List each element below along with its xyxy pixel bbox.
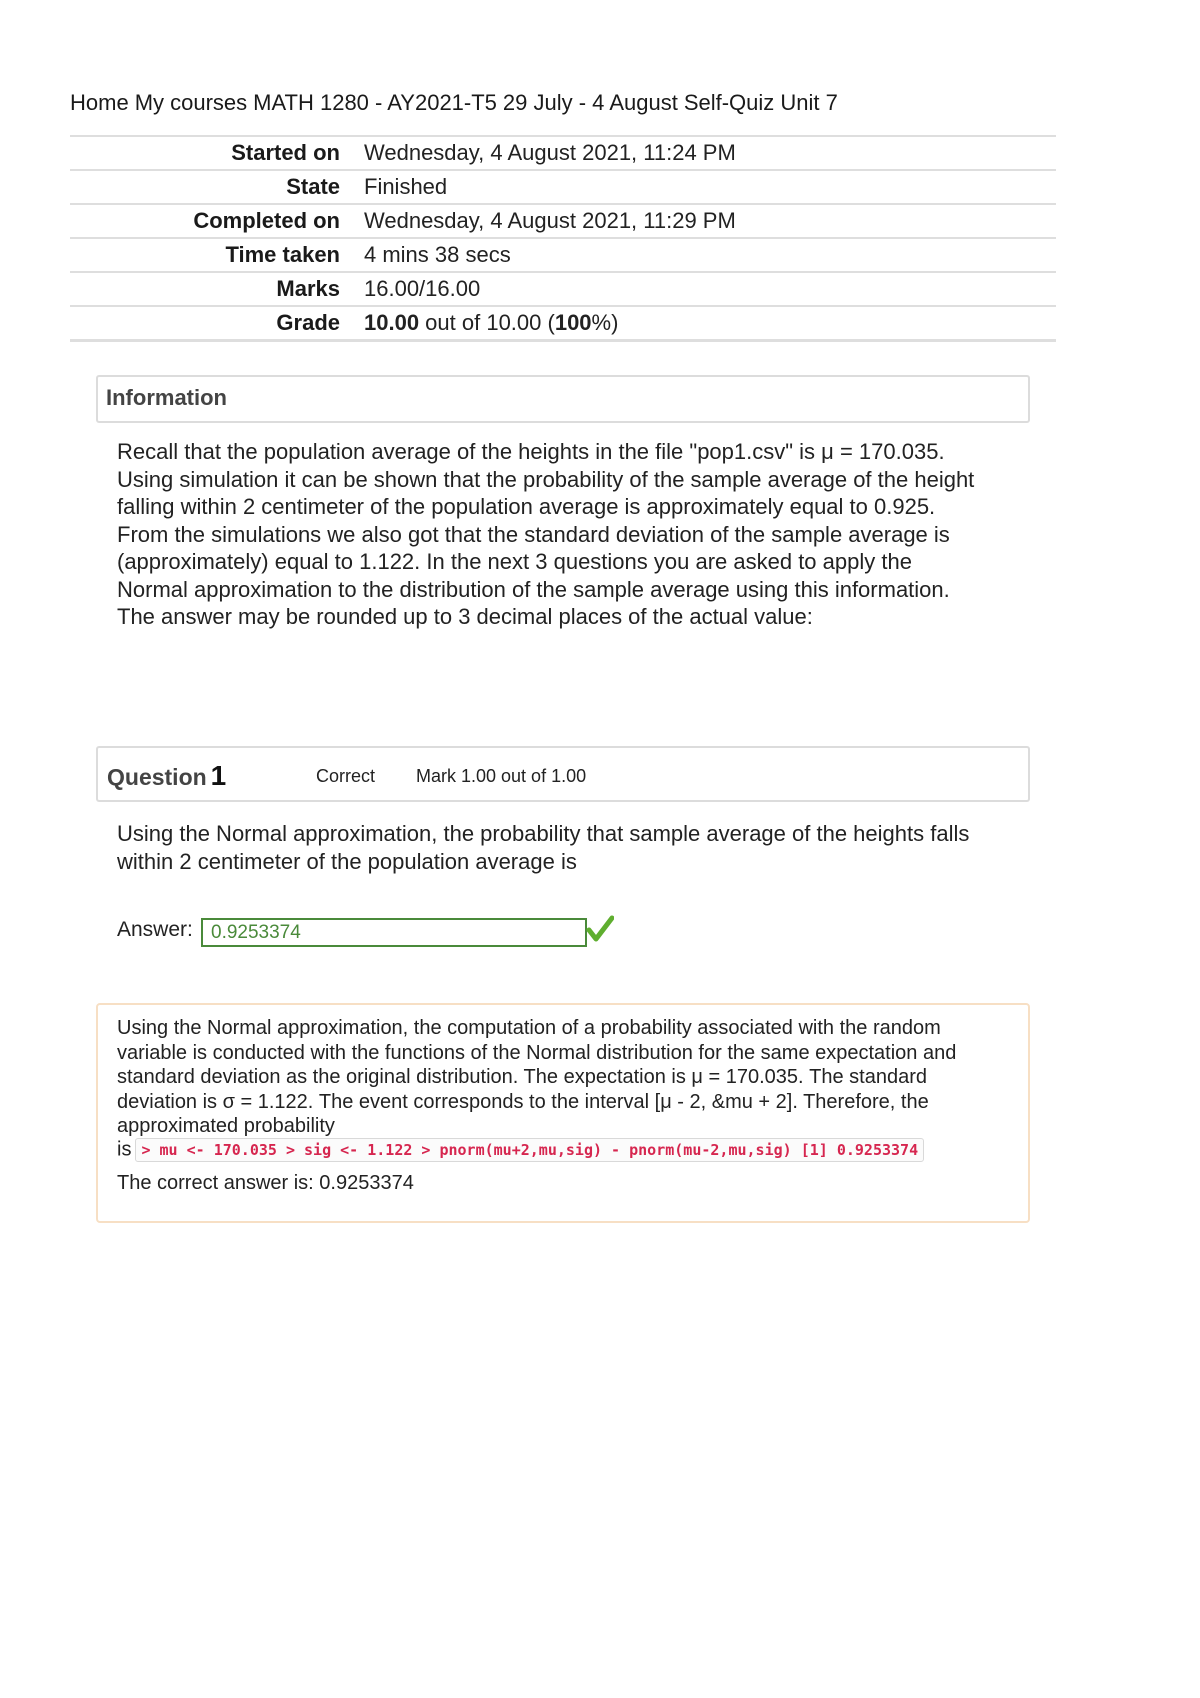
question-label: Question — [107, 764, 207, 790]
started-label: Started on — [70, 136, 364, 170]
information-text: Recall that the population average of the heights in the file "pop1.csv" is μ = 170.035. Using simulation it can be shown that the probability of the sample average of the height falling within 2 centimeter of the population average is approximately equal to 0.925. From the simulations we also got that the standard deviation of the sample average is (approximately) equal to 1.122. In the next 3 questions you are asked to apply the Normal approximation to the distribution of the sample average using this information. The answer may be rounded up to 3 decimal places of the actual value: — [117, 439, 975, 629]
question-text: Using the Normal approximation, the probability that sample average of the heights falls within 2 centimeter of the population average is — [117, 821, 970, 874]
grade-suffix: %) — [591, 310, 619, 335]
grade-score: 10.00 — [364, 310, 420, 335]
time-taken-value: 4 mins 38 secs — [364, 238, 1056, 272]
grade-value — [364, 306, 1056, 341]
marks-label: Marks — [70, 272, 364, 306]
started-value: Wednesday, 4 August 2021, 11:24 PM — [364, 136, 1056, 170]
time-taken-label: Time taken — [70, 238, 364, 272]
question-state: Correct — [316, 766, 376, 786]
breadcrumb-my-courses[interactable]: My courses — [134, 90, 248, 115]
completed-label: Completed on — [70, 204, 364, 238]
question-title — [107, 760, 226, 792]
breadcrumb-home[interactable]: Home — [70, 90, 129, 115]
feedback-code-line — [117, 1138, 924, 1162]
grade-label: Grade — [70, 306, 364, 341]
breadcrumb — [70, 90, 844, 116]
answer-label: Answer: — [117, 918, 193, 941]
grade-out-of: out of 10.00 ( — [419, 310, 555, 335]
correct-answer-text: The correct answer is: 0.9253374 — [117, 1172, 414, 1194]
marks-value: 16.00/16.00 — [364, 272, 1056, 306]
breadcrumb-course[interactable]: MATH 1280 - AY2021-T5 — [253, 90, 497, 115]
completed-value: Wednesday, 4 August 2021, 11:29 PM — [364, 204, 1056, 238]
summary-row-grade — [70, 306, 1056, 341]
answer-input[interactable]: 0.9253374 — [201, 918, 587, 947]
feedback-code-block: > mu <- 170.035 > sig <- 1.122 > pnorm(mu+2,mu,sig) - pnorm(mu-2,mu,sig) [1] 0.9253374 — [135, 1138, 924, 1162]
feedback-text: Using the Normal approximation, the computation of a probability associated with the random variable is conducted with the functions of the Normal distribution for the same expectation and standard deviation as the original distribution. The expectation is μ = 170.035. The standard deviation is σ = 1.122. The event corresponds to the interval [μ - 2, &mu + 2]. Therefore, the approximated probability — [117, 1017, 957, 1137]
summary-row-completed — [70, 204, 1056, 238]
quiz-summary-table — [70, 135, 1056, 342]
grade-percent: 100 — [554, 310, 592, 335]
question-header — [96, 746, 1030, 802]
summary-row-time — [70, 238, 1056, 272]
question-mark: Mark 1.00 out of 1.00 — [416, 766, 587, 786]
breadcrumb-week[interactable]: 29 July - 4 August — [502, 90, 678, 115]
state-value: Finished — [364, 170, 1056, 204]
state-label: State — [70, 170, 364, 204]
breadcrumb-quiz[interactable]: Self-Quiz Unit 7 — [683, 90, 838, 115]
summary-row-state — [70, 170, 1056, 204]
information-header — [96, 375, 1030, 423]
summary-row-started — [70, 136, 1056, 170]
summary-row-marks — [70, 272, 1056, 306]
question-number: 1 — [210, 760, 227, 791]
check-icon — [586, 914, 614, 944]
feedback-code-prefix: is — [117, 1138, 132, 1161]
information-title: Information — [106, 385, 227, 410]
